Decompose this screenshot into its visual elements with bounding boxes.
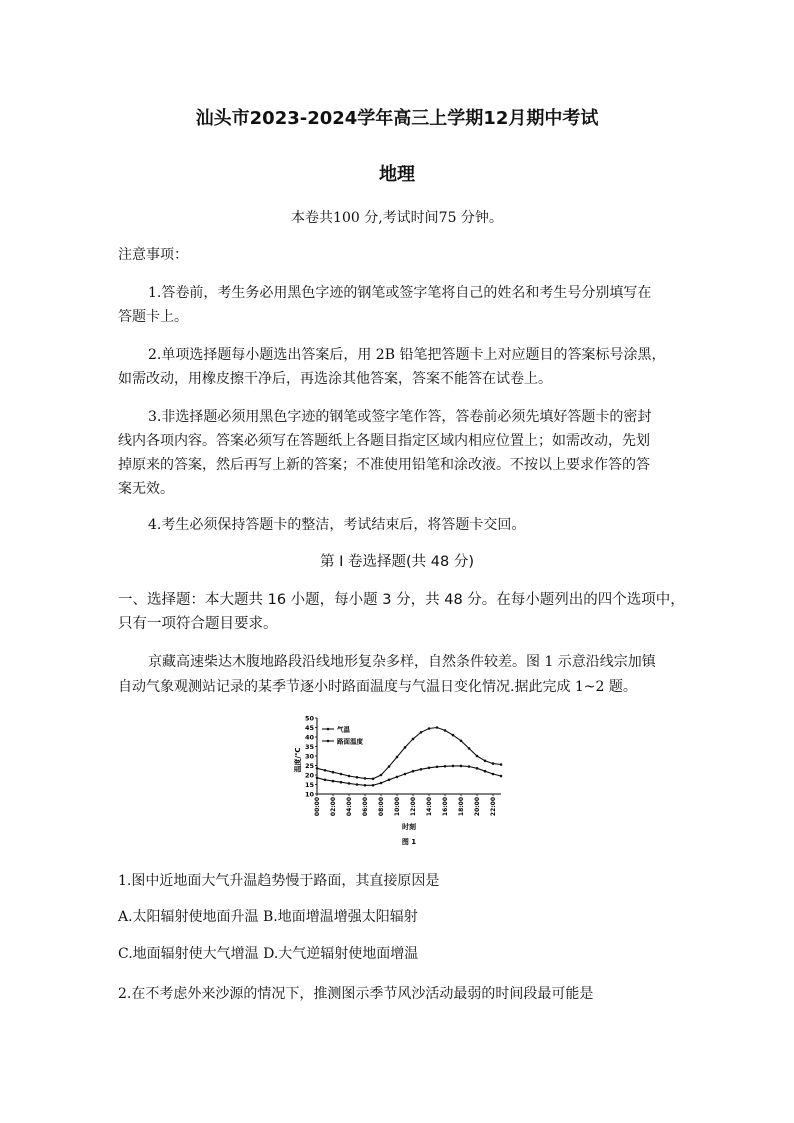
- data-point: [316, 767, 319, 770]
- x-tick-label: 20:00: [474, 797, 481, 817]
- y-tick-label: 40: [304, 733, 314, 742]
- series-line-1: [317, 728, 501, 779]
- data-point: [460, 765, 463, 768]
- section-title: 第 I 卷选择题(共 48 分): [320, 554, 474, 570]
- data-point: [356, 776, 359, 779]
- data-point: [388, 765, 391, 768]
- chart-axes: [305, 714, 501, 816]
- question-1-stem: 1.图中近地面大气升温趋势慢于路面，其直接原因是: [118, 873, 440, 889]
- notice-item-1-line-1: 1.答卷前，考生务必用黑色字迹的钢笔或签字笔将自己的姓名和考生号分别填写在: [148, 285, 652, 301]
- y-tick-label: 50: [304, 714, 314, 723]
- notice-item-2-line-1: 2.单项选择题每小题选出答案后，用 2B 铅笔把答题卡上对应题目的答案标号涂黑，: [148, 347, 666, 363]
- data-point: [436, 726, 439, 729]
- data-point: [404, 773, 407, 776]
- data-point: [340, 781, 343, 784]
- notice-item-4: 4.考生必须保持答题卡的整洁，考试结束后，将答题卡交回。: [148, 517, 526, 533]
- data-point: [332, 780, 335, 783]
- data-point: [340, 773, 343, 776]
- x-tick-label: 18:00: [458, 797, 465, 817]
- data-point: [476, 767, 479, 770]
- data-point: [404, 746, 407, 749]
- notice-item-3-line-3: 掉原来的答案，然后再写上新的答案；不准使用铅笔和涂改液。不按以上要求作答的答: [118, 457, 650, 473]
- data-point: [484, 770, 487, 773]
- y-tick-label: 15: [304, 780, 314, 789]
- legend-label-0: 气温: [337, 725, 350, 734]
- data-point: [428, 727, 431, 730]
- data-point: [412, 738, 415, 741]
- x-tick-label: 16:00: [442, 797, 449, 817]
- x-axis-label: 时刻: [402, 823, 416, 831]
- data-point: [492, 773, 495, 776]
- data-point: [476, 755, 479, 758]
- data-point: [460, 740, 463, 743]
- temperature-chart: [288, 710, 508, 852]
- subject-title: 地理: [379, 164, 415, 185]
- x-tick-label: 10:00: [394, 797, 401, 817]
- exam-info: 本卷共100 分,考试时间75 分钟。: [291, 210, 503, 226]
- y-tick-label: 25: [304, 761, 314, 770]
- data-point: [420, 768, 423, 771]
- figure-caption: 图 1: [401, 838, 417, 846]
- y-tick-label: 35: [304, 742, 314, 751]
- x-tick-label: 22:00: [490, 797, 497, 817]
- series-line-0: [317, 766, 501, 785]
- x-tick-label: 02:00: [330, 797, 337, 817]
- data-point: [372, 778, 375, 781]
- data-point: [356, 783, 359, 786]
- data-point: [388, 779, 391, 782]
- notice-item-3-line-1: 3.非选择题必须用黑色字迹的钢笔或签字笔作答，答卷前必须先填好答题卡的密封: [148, 409, 652, 425]
- question-2-stem: 2.在不考虑外来沙源的情况下，推测图示季节风沙活动最弱的时间段最可能是: [118, 986, 594, 1002]
- data-point: [436, 766, 439, 769]
- section-intro-line-1: 一、选择题：本大题共 16 小题，每小题 3 分，共 48 分。在每小题列出的四个选项中，: [118, 592, 685, 608]
- notice-heading: 注意事项：: [118, 247, 188, 263]
- notice-item-3-line-2: 线内各项内容。答案必须写在答题纸上各题目指定区域内相应位置上；如需改动，先划: [118, 433, 650, 449]
- data-point: [324, 779, 327, 782]
- passage-line-2: 自动气象观测站记录的某季节逐小时路面温度与气温日变化情况.据此完成 1~2 题。: [118, 679, 637, 695]
- data-point: [444, 765, 447, 768]
- legend-marker-0: [327, 728, 330, 731]
- y-tick-label: 10: [304, 790, 314, 799]
- data-point: [452, 765, 455, 768]
- chart-lines: [316, 726, 503, 786]
- data-point: [364, 784, 367, 787]
- data-point: [364, 777, 367, 780]
- data-point: [348, 775, 351, 778]
- legend-marker-1: [327, 740, 330, 743]
- y-tick-label: 20: [304, 771, 314, 780]
- data-point: [484, 760, 487, 763]
- data-point: [396, 776, 399, 779]
- data-point: [396, 756, 399, 759]
- legend-label-1: 路面温度: [337, 737, 363, 746]
- chart-legend: [322, 724, 364, 745]
- data-point: [500, 775, 503, 778]
- data-point: [444, 729, 447, 732]
- x-tick-label: 14:00: [426, 797, 433, 817]
- passage-line-1: 京藏高速柴达木腹地路段沿线地形复杂多样，自然条件较差。图 1 示意沿线宗加镇: [148, 654, 656, 670]
- data-point: [332, 771, 335, 774]
- exam-title: 汕头市2023-2024学年高三上学期12月期中考试: [195, 108, 599, 129]
- notice-item-3-line-4: 案无效。: [118, 481, 174, 497]
- x-tick-label: 08:00: [378, 797, 385, 817]
- data-point: [372, 784, 375, 787]
- data-point: [452, 734, 455, 737]
- x-tick-label: 06:00: [362, 797, 369, 817]
- x-tick-label: 12:00: [410, 797, 417, 817]
- x-tick-label: 00:00: [314, 797, 321, 817]
- data-point: [492, 762, 495, 765]
- y-axis-label: 温度/℃: [294, 747, 302, 773]
- y-tick-label: 45: [304, 723, 314, 732]
- data-point: [412, 770, 415, 773]
- notice-item-1-line-2: 答题卡上。: [118, 309, 188, 325]
- notice-item-2-line-2: 如需改动，用橡皮擦干净后，再选涂其他答案，答案不能答在试卷上。: [118, 371, 552, 387]
- data-point: [316, 777, 319, 780]
- data-point: [380, 782, 383, 785]
- data-point: [420, 731, 423, 734]
- section-intro-line-2: 只有一项符合题目要求。: [118, 616, 278, 632]
- y-tick-label: 30: [304, 752, 314, 761]
- data-point: [348, 782, 351, 785]
- data-point: [468, 747, 471, 750]
- data-point: [500, 763, 503, 766]
- data-point: [468, 765, 471, 768]
- x-tick-label: 04:00: [346, 797, 353, 817]
- question-1-options-ab: A.太阳辐射使地面升温 B.地面增温增强太阳辐射: [118, 909, 418, 925]
- question-1-options-cd: C.地面辐射使大气增温 D.大气逆辐射使地面增温: [118, 946, 419, 962]
- data-point: [428, 767, 431, 770]
- data-point: [324, 769, 327, 772]
- data-point: [380, 774, 383, 777]
